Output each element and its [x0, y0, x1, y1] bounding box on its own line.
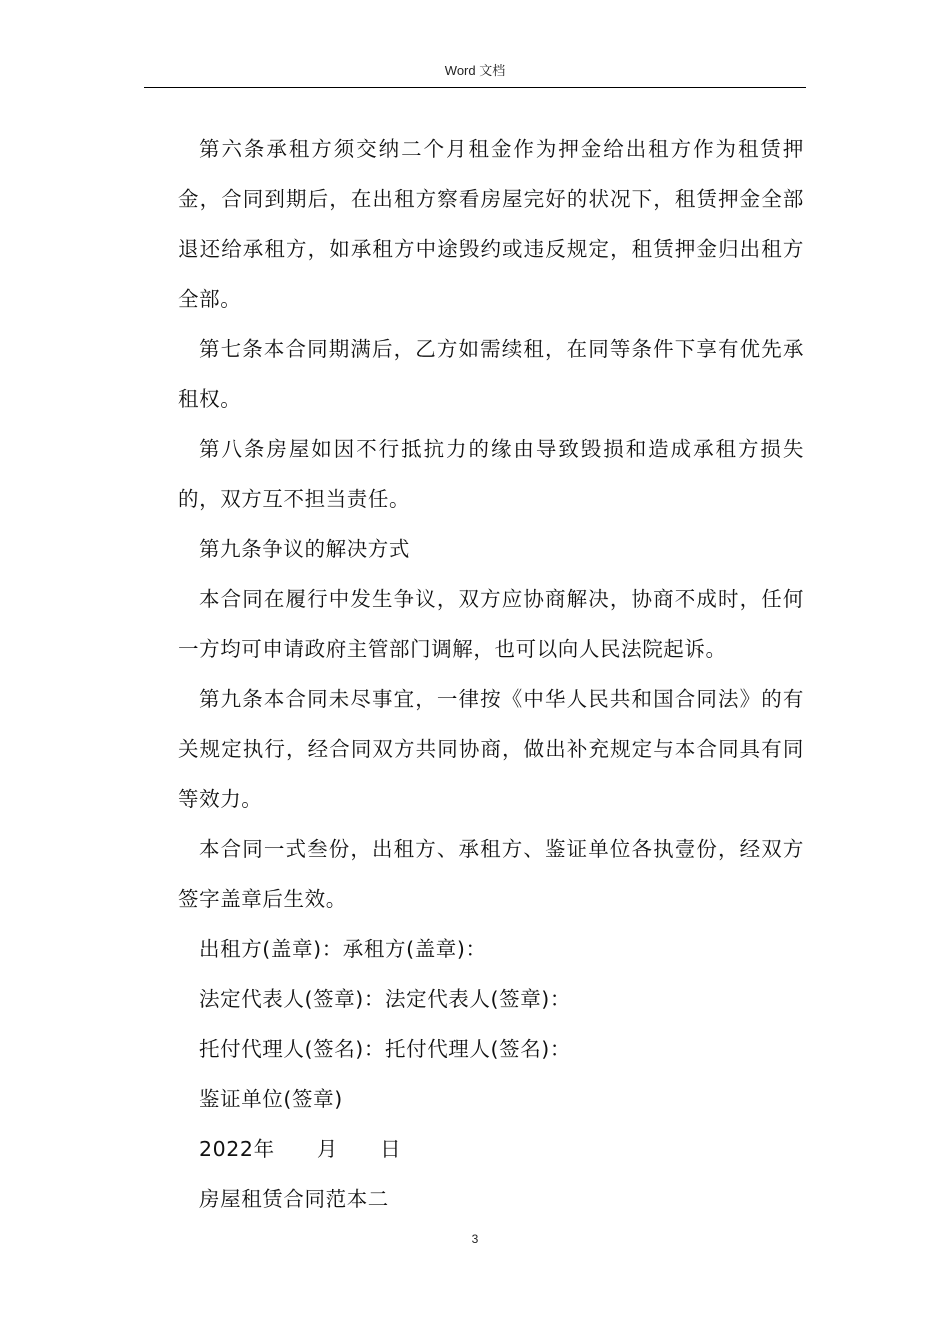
- signature-line-legal-representatives: 法定代表人(签章)：法定代表人(签章)：: [199, 987, 571, 1011]
- signature-line-parties: 出租方(盖章)：承租方(盖章)：: [199, 937, 487, 961]
- page-number: 3: [471, 1232, 479, 1246]
- copies-statement: 本合同一式叁份，出租方、承租方、鉴证单位各执壹份，经双方签字盖章后生效。: [178, 837, 804, 911]
- dispute-resolution-text: 本合同在履行中发生争议，双方应协商解决，协商不成时，任何一方均可申请政府主管部门调解，也可以向人民法院起诉。: [178, 587, 804, 661]
- header-rule: [144, 87, 806, 88]
- signature-line-authentication-unit: 鉴证单位(签章): [199, 1087, 343, 1111]
- clause-8-force-majeure: 第八条房屋如因不行抵抗力的缘由导致毁损和造成承租方损失的，双方互不担当责任。: [178, 437, 804, 511]
- next-section-title: 房屋租赁合同范本二: [199, 1187, 389, 1211]
- document-body: [178, 124, 804, 1224]
- clause-9-heading: 第九条争议的解决方式: [199, 537, 410, 561]
- date-line: 2022年 月 日: [199, 1137, 402, 1161]
- clause-7-renewal: 第七条本合同期满后，乙方如需续租，在同等条件下享有优先承租权。: [178, 337, 804, 411]
- clause-9-other-matters: 第九条本合同未尽事宜，一律按《中华人民共和国合同法》的有关规定执行，经合同双方共同协商，做出补充规定与本合同具有同等效力。: [178, 687, 804, 811]
- signature-line-agents: 托付代理人(签名)：托付代理人(签名)：: [199, 1037, 571, 1061]
- page-header: Word 文档: [444, 63, 506, 78]
- clause-6-deposit: 第六条承租方须交纳二个月租金作为押金给出租方作为租赁押金，合同到期后，在出租方察看房屋完好的状况下，租赁押金全部退还给承租方，如承租方中途毁约或违反规定，租赁押金归出租方全部。: [178, 137, 804, 311]
